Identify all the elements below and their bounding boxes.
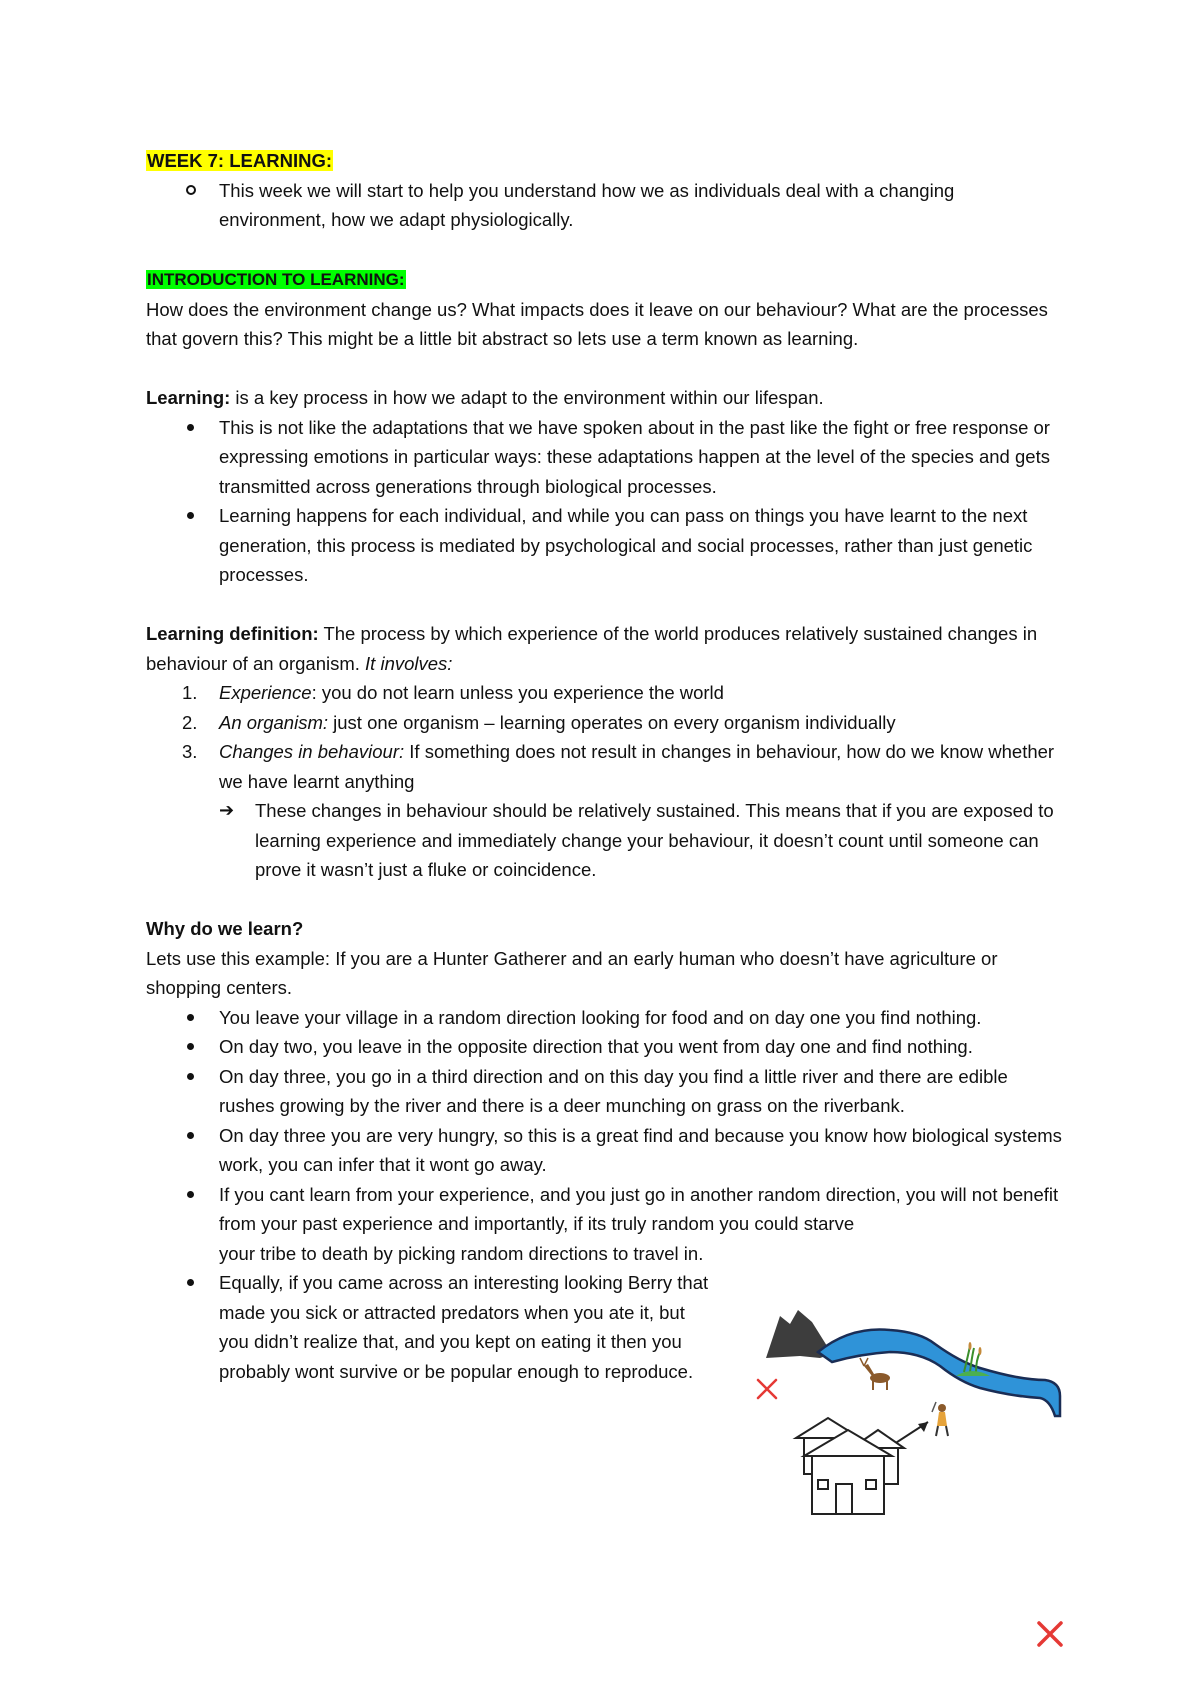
item-text: : you do not learn unless you experience the world <box>311 682 724 703</box>
learning-bullet-text: This is not like the adaptations that we have spoken about in the past like the fight or free response or expressing emotions in particular ways: these adaptations happen at the level of the species and gets transmitted across generations through biological processes. <box>219 416 1050 497</box>
why-bullet-text: On day two, you leave in the opposite direction that you went from day one and find nothing. <box>219 1036 973 1057</box>
why-bullet-text: On day three, you go in a third direction and on this day you find a little river and there are edible rushes growing by the river and there is a deer munching on grass on the riverbank. <box>219 1065 1008 1116</box>
deer-icon <box>860 1358 890 1390</box>
numbered-item <box>146 737 1066 796</box>
numbered-item <box>146 678 1066 708</box>
learning-paragraph <box>146 383 1066 413</box>
list-item <box>146 176 1066 235</box>
list-item <box>146 1121 1066 1180</box>
definition-term: Learning definition: <box>146 623 319 644</box>
week-bullet-text: This week we will start to help you understand how we as individuals deal with a changing environment, how we adapt physiologically. <box>219 179 955 230</box>
week-heading: WEEK 7: LEARNING: <box>147 150 332 171</box>
huts-icon <box>796 1418 904 1514</box>
learning-term: Learning: <box>146 387 231 408</box>
arrow-item-text: These changes in behaviour should be relatively sustained. This means that if you are exposed to learning experience and immediately change your behaviour, it doesn’t count until someone can prove it wasn’t just a fluke or coincidence. <box>255 800 1054 880</box>
list-item <box>146 1180 1066 1269</box>
definition-paragraph <box>146 619 1066 678</box>
week-heading-line <box>146 146 1066 176</box>
red-x-icon <box>754 1376 780 1402</box>
arrow-item <box>146 796 1066 885</box>
item-text: just one organism – learning operates on every organism individually <box>328 711 896 733</box>
why-intro: Lets use this example: If you are a Hunter Gatherer and an early human who doesn’t have agriculture or shopping centers. <box>146 947 998 998</box>
list-item <box>146 501 1066 590</box>
why-bullet-text-continued: your tribe to death by picking random directions to travel in. <box>219 1242 704 1264</box>
numbered-item <box>146 708 1066 738</box>
list-item <box>146 1032 1066 1062</box>
intro-heading-line <box>146 264 1066 295</box>
learning-text: is a key process in how we adapt to the environment within our lifespan. <box>230 387 824 408</box>
river-shape <box>818 1329 1060 1416</box>
bullet-icon <box>187 1073 194 1080</box>
arrow-right-icon: ➔ <box>219 800 235 820</box>
why-bullet-text: Equally, if you came across an interesting looking Berry that made you sick or attracted predators when you ate it, but you didn’t realize that, and you kept on eating it then you probably wont survive or be popular enough to reproduce. <box>219 1272 709 1382</box>
bullet-icon <box>187 424 194 431</box>
definition-text: The process by which experience of the world produces relatively sustained changes in behaviour of an organism. <box>146 623 1038 674</box>
intro-paragraph: How does the environment change us? What impacts does it leave on our behaviour? What are the processes that govern this? This might be a little bit abstract so lets use a term known as learning. <box>146 298 1048 349</box>
why-heading: Why do we learn? <box>146 918 304 939</box>
item-number: 2. <box>182 711 198 733</box>
why-bullet-text: On day three you are very hungry, so this is a great find and because you know how biological systems work, you can infer that it wont go away. <box>219 1124 1062 1175</box>
item-term: An organism: <box>219 711 328 733</box>
document-body <box>146 146 1066 1386</box>
list-item <box>146 1003 1066 1033</box>
learning-bullet-text: Learning happens for each individual, and while you can pass on things you have learnt to the next generation, this process is mediated by psychological and social processes, rather than just genetic processes. <box>219 505 1033 585</box>
hunter-icon <box>932 1402 948 1436</box>
item-number: 1. <box>182 682 198 703</box>
list-item <box>146 1062 1066 1121</box>
bullet-icon <box>187 512 194 519</box>
bullet-icon <box>187 1191 194 1198</box>
bullet-icon <box>187 1014 194 1021</box>
bullet-icon <box>187 1279 194 1286</box>
item-number: 3. <box>182 741 198 762</box>
list-item <box>146 413 1066 502</box>
involves-text: It involves: <box>365 652 453 674</box>
why-bullet-text: If you cant learn from your experience, and you just go in another random direction, you will not benefit from your past experience and importantly, if its truly random you could starve <box>219 1183 1059 1234</box>
item-term: Changes in behaviour: <box>219 741 405 762</box>
circle-bullet-icon <box>186 185 196 195</box>
intro-heading: INTRODUCTION TO LEARNING: <box>147 270 405 289</box>
bullet-icon <box>187 1043 194 1050</box>
item-term: Experience <box>219 682 312 703</box>
item-text: If something does not result in changes in behaviour, how do we know whether we have learnt anything <box>219 741 1055 792</box>
red-x-icon <box>1034 1618 1066 1650</box>
bullet-icon <box>187 1132 194 1139</box>
why-bullet-text: You leave your village in a random direction looking for food and on day one you find nothing. <box>219 1006 982 1028</box>
village-river-illustration <box>760 1296 1160 1546</box>
